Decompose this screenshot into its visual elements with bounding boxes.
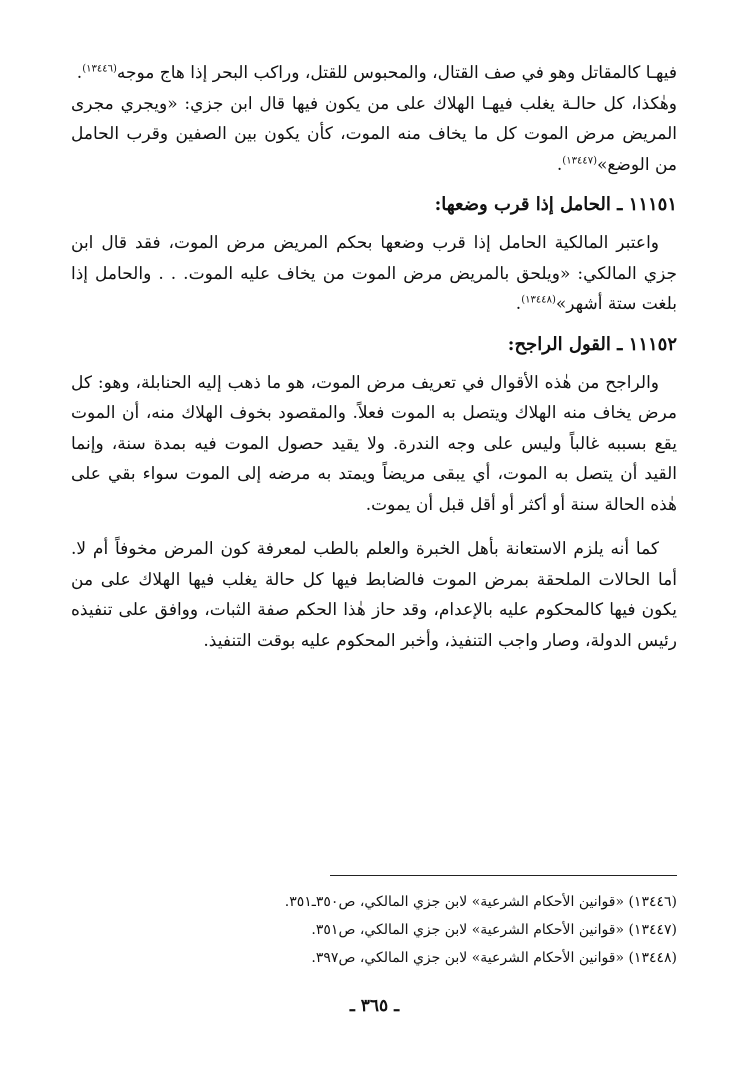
paragraph-pregnant-woman xyxy=(71,228,677,320)
sentence-end: . xyxy=(515,294,522,314)
footnote-reference[interactable]: (١٣٤٤٦) xyxy=(82,63,117,75)
footnote-item: (١٣٤٤٧) «قوانين الأحكام الشرعية» لابن جزي المالكي، ص٣٥١. xyxy=(311,922,677,938)
sentence-end: . xyxy=(76,63,83,83)
page-body xyxy=(71,58,677,656)
page-number: ـ ٣٦٥ ـ xyxy=(349,996,400,1016)
footnote-item: (١٣٤٤٦) «قوانين الأحكام الشرعية» لابن جزي المالكي، ص٣٥٠ـ٣٥١. xyxy=(284,894,677,910)
footnote-reference[interactable]: (١٣٤٤٧) xyxy=(562,154,597,166)
paragraph-opening xyxy=(71,58,677,89)
section-heading-preferred-opinion: ١١١٥٢ ـ القول الراجح: xyxy=(507,333,677,355)
footnotes xyxy=(71,888,677,972)
paragraph-preferred-opinion: والراجح من هٰذه الأقوال في تعريف مرض الموت، هو ما ذهب إليه الحنابلة، وهو: كل مرض يخاف منه الهلاك ويتصل به الموت فعلاً. والمقصود بخوف الهلاك منه، أن الموت يقع بسببه غالباً وليس على وجه الندرة. ولا يقيد حصول الموت فيه بمدة سنة، وإنما القيد أن يتصل به الموت، أي يبقى مريضاً ويمتد به مرضه إلى الموت سواء بقي على هٰذه الحالة سنة أو أكثر أو أقل قبل أن يموت. xyxy=(71,372,677,515)
paragraph-opening-text: فيهـا كالمقاتل وهو في صف القتال، والمحبوس للقتل، وراكب البحر إذا هاج موجه xyxy=(116,63,677,83)
paragraph-gap xyxy=(71,520,677,534)
sentence-end: . xyxy=(556,154,563,175)
paragraph-pregnant-woman-text: واعتبر المالكية الحامل إذا قرب وضعها بحكم المريض مرض الموت، فقد قال ابن جزي المالكي: «ويلحق بالمريض مرض الموت من يخاف عليه الموت. . . والحامل إذا بلغت ستة أشهر» xyxy=(71,233,677,314)
footnote-divider xyxy=(330,875,677,876)
paragraph-expert-consultation: كما أنه يلزم الاستعانة بأهل الخبرة والعلم بالطب لمعرفة كون المرض مخوفاً أم لا. أما الحالات الملحقة بمرض الموت فالضابط فيها كل حالة يغلب فيها الهلاك على من يكون فيها كالمحكوم عليه بالإعدام، وقد حاز هٰذا الحكم صفة الثبات، ووافق على تنفيذه رئيس الدولة، وصار واجب التنفيذ، وأخبر المحكوم عليه بوقت التنفيذ. xyxy=(71,539,677,651)
paragraph-ibn-juzayy-quote-text: وهٰكذا، كل حالـة يغلب فيهـا الهلاك على من يكون فيها قال ابن جزي: «ويجري مجرى المريض مرض الموت كل ما يخاف منه الموت، كأن يكون بين الصفين وقرب الحامل من الوضع» xyxy=(71,93,677,175)
section-heading-pregnant-woman: ١١١٥١ ـ الحامل إذا قرب وضعها: xyxy=(434,194,677,215)
footnote-reference[interactable]: (١٣٤٤٨) xyxy=(521,294,556,306)
footnote-item: (١٣٤٤٨) «قوانين الأحكام الشرعية» لابن جزي المالكي، ص٣٩٧. xyxy=(311,950,677,966)
paragraph-ibn-juzayy-quote xyxy=(71,89,677,181)
